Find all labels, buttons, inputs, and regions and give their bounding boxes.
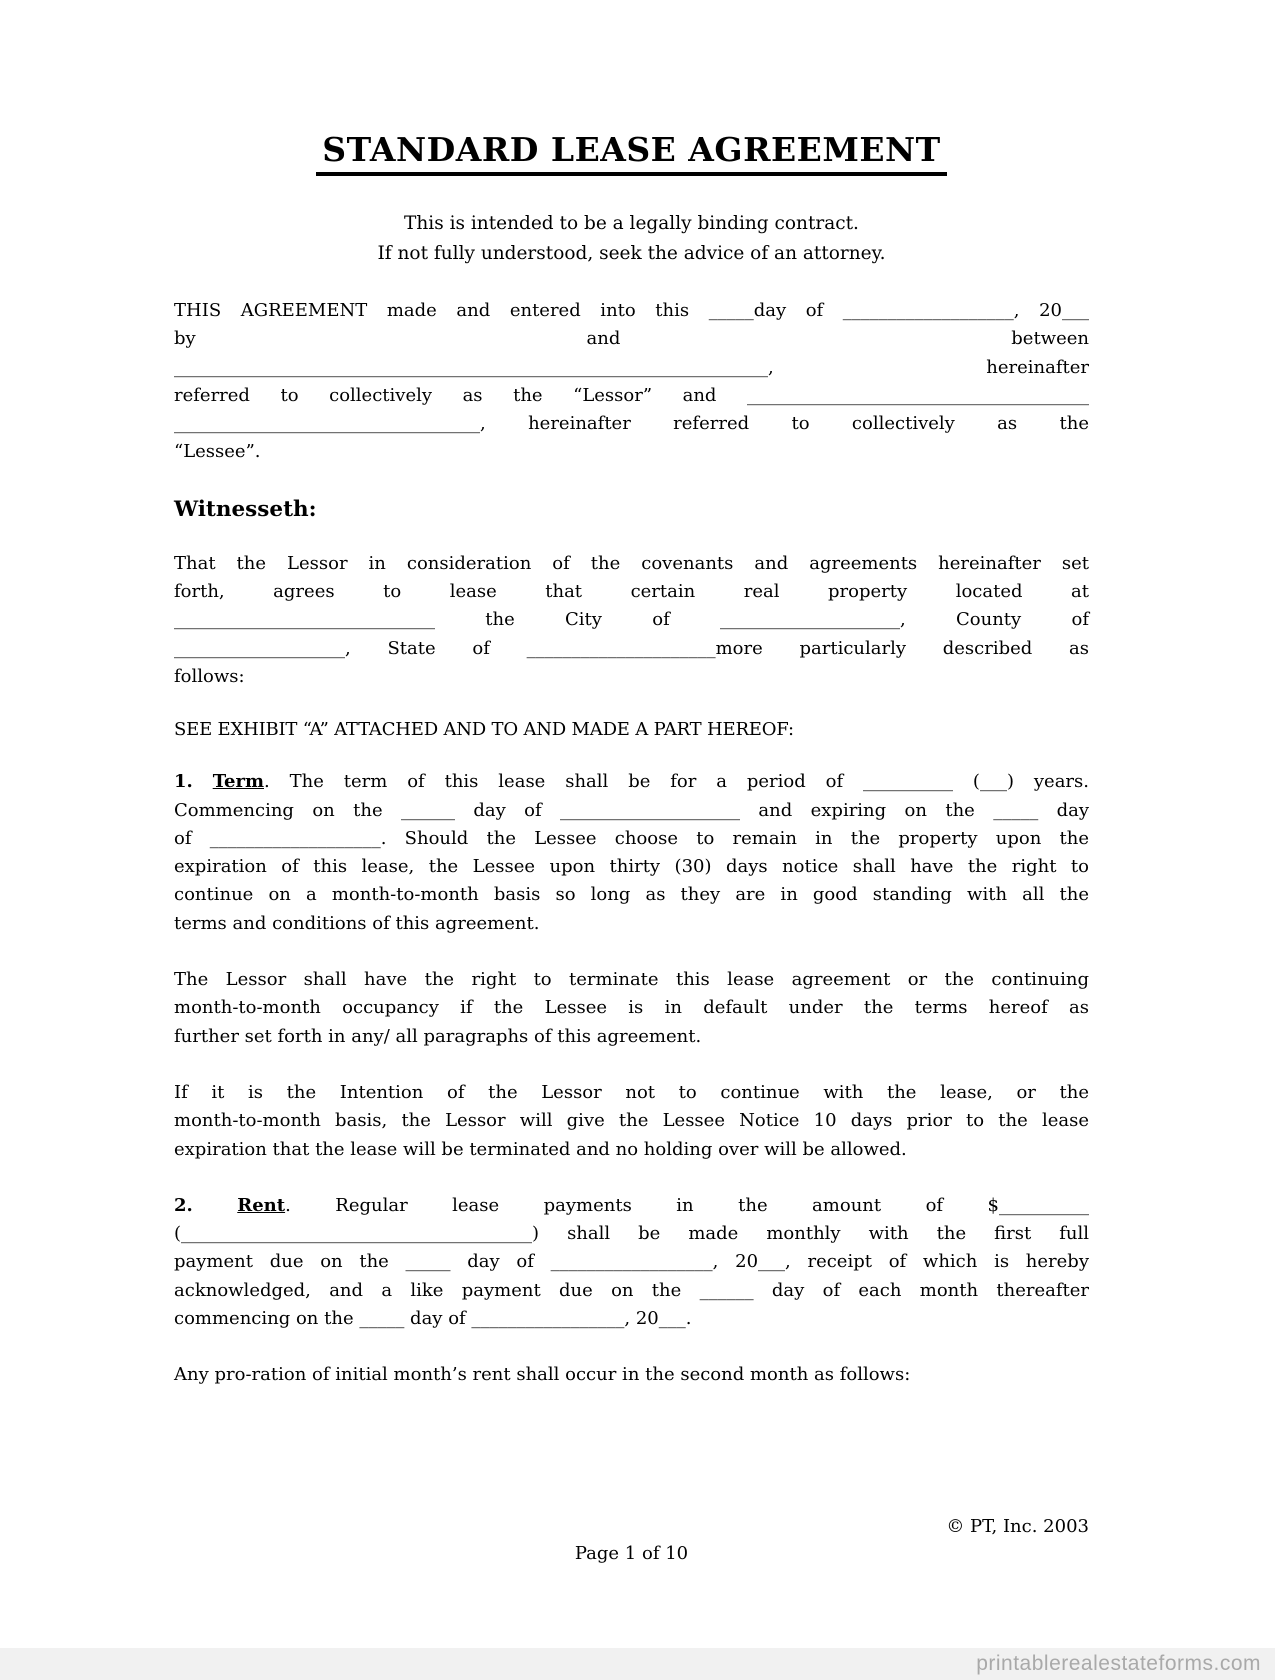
subtitle-line-1: This is intended to be a legally binding contract. — [404, 213, 859, 234]
document-subtitle — [174, 209, 1089, 269]
paragraph-line: referred to collectively as the “Lessor” and ______________________________________ — [174, 384, 1089, 406]
paragraph-line: The Lessor shall have the right to terminate this lease agreement or the continuing — [174, 969, 1089, 991]
paragraph-line: follows: — [174, 665, 245, 687]
paragraph-line: forth, agrees to lease that certain real property located at — [174, 581, 1089, 603]
paragraph-line: by and between — [174, 328, 1089, 350]
paragraph-line: acknowledged, and a like payment due on the ______ day of each month thereafter — [174, 1279, 1089, 1301]
term-paragraph — [174, 768, 1089, 938]
paragraph-line: _____________________________ the City of ____________________, County of — [174, 609, 1089, 631]
paragraph-line: continue on a month-to-month basis so long as they are in good standing with all the — [174, 884, 1089, 906]
paragraph-line: __________________________________________________________________, hereinafter — [174, 356, 1089, 378]
witnesseth-paragraph — [174, 550, 1089, 691]
document-title: STANDARD LEASE AGREEMENT — [316, 130, 946, 176]
section-label-rent: Rent — [237, 1194, 286, 1216]
paragraph-line: commencing on the _____ day of _________________, 20___. — [174, 1308, 692, 1330]
paragraph-line: terms and conditions of this agreement. — [174, 912, 540, 934]
paragraph-text: . The term of this lease shall be for a period of __________ (___) years. — [264, 771, 1089, 793]
paragraph-line: __________________________________, hereinafter referred to collectively as the — [174, 413, 1089, 435]
paragraph-line: expiration that the lease will be terminated and no holding over will be allowed. — [174, 1138, 907, 1160]
title-wrap — [174, 130, 1089, 176]
terminate-paragraph — [174, 966, 1089, 1051]
witnesseth-heading: Witnesseth: — [174, 496, 317, 522]
agreement-intro-paragraph — [174, 297, 1089, 467]
paragraph-line: month-to-month occupancy if the Lessee is in default under the terms hereof as — [174, 997, 1089, 1019]
section-label-term: Term — [212, 771, 264, 793]
watermark-bar — [0, 1648, 1275, 1680]
watermark-text: printablerealestateforms.com — [976, 1652, 1261, 1675]
exhibit-reference-line: SEE EXHIBIT “A” ATTACHED AND TO AND MADE A PART HEREOF: — [174, 719, 794, 741]
subtitle-line-2: If not fully understood, seek the advice of an attorney. — [377, 243, 886, 264]
paragraph-line: ___________________, State of _____________________more particularly described as — [174, 637, 1089, 659]
section-number: 1. — [174, 771, 193, 793]
paragraph-line — [174, 1192, 1089, 1220]
page-number: Page 1 of 10 — [574, 1542, 689, 1564]
proration-paragraph: Any pro-ration of initial month’s rent shall occur in the second month as follows: — [174, 1364, 911, 1386]
paragraph-line: “Lessee”. — [174, 441, 261, 463]
paragraph-line: payment due on the _____ day of __________________, 20___, receipt of which is hereby — [174, 1251, 1089, 1273]
paragraph-line: (_______________________________________) shall be made monthly with the first full — [174, 1223, 1089, 1245]
section-number: 2. — [174, 1194, 193, 1216]
paragraph-line: If it is the Intention of the Lessor not to continue with the lease, or the — [174, 1081, 1089, 1103]
rent-paragraph — [174, 1192, 1089, 1333]
paragraph-line: month-to-month basis, the Lessor will give the Lessee Notice 10 days prior to the lease — [174, 1110, 1089, 1132]
paragraph-line: That the Lessor in consideration of the covenants and agreements hereinafter set — [174, 552, 1089, 574]
intention-paragraph — [174, 1079, 1089, 1164]
paragraph-line: of ___________________. Should the Lessee choose to remain in the property upon the — [174, 827, 1089, 849]
paragraph-line: Commencing on the ______ day of ____________________ and expiring on the _____ day — [174, 799, 1089, 821]
paragraph-line — [174, 768, 1089, 796]
paragraph-line: further set forth in any/ all paragraphs of this agreement. — [174, 1025, 702, 1047]
paragraph-line: expiration of this lease, the Lessee upon thirty (30) days notice shall have the right to — [174, 856, 1089, 878]
copyright-line: © PT, Inc. 2003 — [946, 1515, 1089, 1537]
paragraph-text: . Regular lease payments in the amount of $__________ — [285, 1194, 1089, 1216]
paragraph-line: THIS AGREEMENT made and entered into this _____day of ___________________, 20___ — [174, 300, 1089, 321]
